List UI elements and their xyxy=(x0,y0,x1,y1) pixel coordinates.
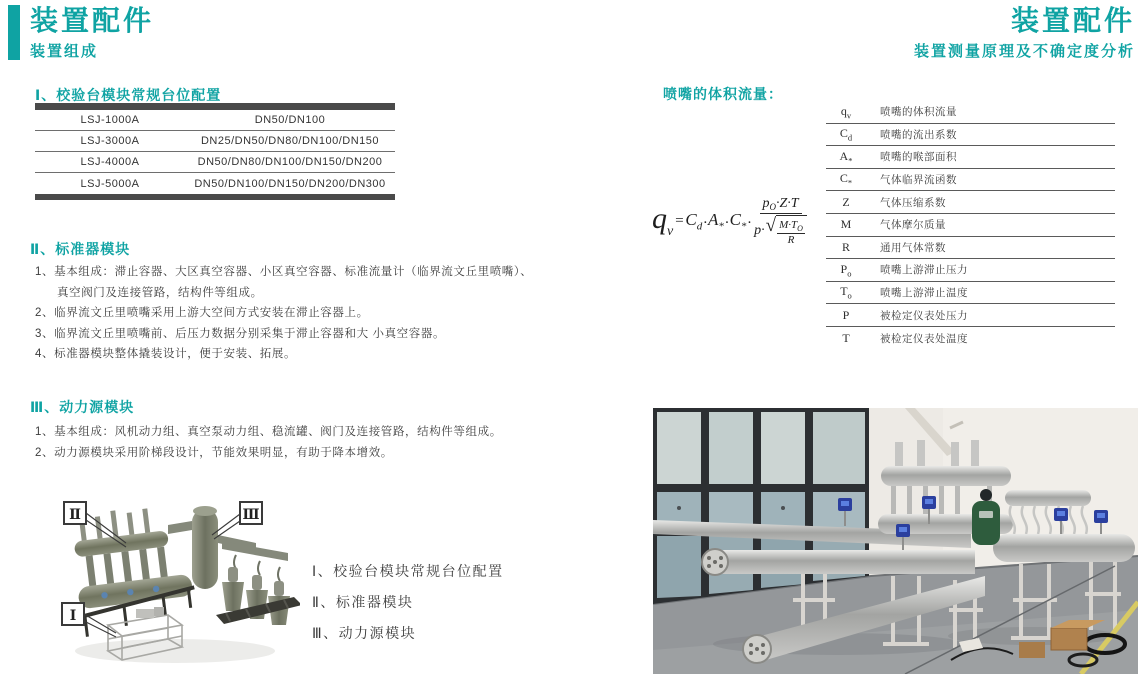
diagram-label-3: Ⅲ xyxy=(242,508,260,523)
symbol-subscript: v xyxy=(846,109,852,120)
symbol-base: T xyxy=(842,330,850,345)
symbol-subscript: o xyxy=(847,268,852,279)
symbol-cell xyxy=(826,126,866,142)
symbol-description: 被检定仪表处温度 xyxy=(880,332,968,345)
term-astar: $A_*$ xyxy=(707,209,724,233)
symbol-cell xyxy=(826,171,866,187)
symbol-cell xyxy=(826,284,866,300)
symbol-cell xyxy=(826,217,866,232)
section2-notes xyxy=(35,262,532,365)
module-note-line: 2、临界流文丘里喷嘴采用上游大空间方式安装在滞止容器上。 xyxy=(35,307,369,319)
left-page-title: 装置配件 xyxy=(30,5,155,36)
station-config-table xyxy=(35,103,395,200)
dot-operator: · xyxy=(747,214,752,231)
right-page-header xyxy=(914,7,1135,61)
symbol-base: Z xyxy=(842,194,850,209)
fraction-denominator: p · √ $\frac{M\cdot T_O}{R}$ xyxy=(754,214,807,246)
symbol-subscript: o xyxy=(847,290,852,301)
config-table-row xyxy=(35,131,395,152)
symbol-cell xyxy=(826,104,866,120)
left-page-subtitle: 装置组成 xyxy=(30,43,99,60)
symbol-subscript: * xyxy=(847,177,853,188)
config-model-cell: LSJ-3000A xyxy=(80,135,140,147)
symbol-description: 喷嘴的喉部面积 xyxy=(880,151,957,164)
symbol-table-row xyxy=(826,124,1115,147)
formula-fraction xyxy=(754,196,807,246)
symbol-cell xyxy=(826,262,866,278)
symbol-base: A xyxy=(839,148,849,163)
module-note-line: 3、临界流文丘里喷嘴前、后压力数据分别采集于滞止容器和大 小真空容器。 xyxy=(35,327,446,340)
module-note-line: 1、基本组成：滞止容器、大区真空容器、小区真空容器、标准流量计（临界流文丘里喷嘴）、 xyxy=(35,266,533,278)
installation-photo xyxy=(653,408,1138,674)
symbol-cell xyxy=(826,149,866,165)
flow-formula xyxy=(652,196,807,246)
symbol-description: 喷嘴的流出系数 xyxy=(880,128,957,141)
section2-heading: Ⅱ、标准器模块 xyxy=(30,241,131,257)
config-table-body xyxy=(35,110,395,194)
symbol-description: 通用气体常数 xyxy=(880,241,946,254)
config-table-row xyxy=(35,152,395,173)
module-note-line: 4、标准器模块整体撬装设计，便于安装、拓展。 xyxy=(35,348,297,360)
config-model-cell: LSJ-1000A xyxy=(80,114,140,126)
formula-lhs: $q_v$ xyxy=(652,202,674,240)
config-dn-cell: DN50/DN100/DN150/DN200/DN300 xyxy=(194,177,386,190)
module-note-line: 真空阀门及连接管路，结构件等组成。 xyxy=(57,286,263,299)
symbol-table-body xyxy=(826,101,1115,350)
section1-heading: Ⅰ、校验台模块常规台位配置 xyxy=(35,87,222,103)
symbol-table-row xyxy=(826,101,1115,124)
symbol-base: M xyxy=(840,217,852,232)
symbol-subscript: d xyxy=(847,132,853,143)
symbol-cell xyxy=(826,240,866,255)
symbol-base: P xyxy=(842,307,850,322)
symbol-cell xyxy=(826,308,866,323)
right-page-subtitle: 装置测量原理及不确定度分析 xyxy=(913,43,1135,60)
symbol-definition-table xyxy=(826,101,1115,350)
accent-bar xyxy=(8,5,20,60)
symbol-table-row xyxy=(826,282,1115,305)
table-bottom-bar xyxy=(35,194,395,200)
symbol-base: q xyxy=(840,103,847,118)
symbol-description: 被检定仪表处压力 xyxy=(880,309,968,322)
symbol-base: C xyxy=(839,126,848,141)
symbol-table-row xyxy=(826,237,1115,260)
legend-item: Ⅰ、校验台模块常规台位配置 xyxy=(312,563,504,579)
config-table-row xyxy=(35,173,395,194)
legend-item: Ⅲ、动力源模块 xyxy=(312,625,417,641)
symbol-base: C xyxy=(839,171,848,186)
symbol-description: 喷嘴的体积流量 xyxy=(880,106,957,119)
config-model-cell: LSJ-4000A xyxy=(80,156,140,168)
symbol-cell xyxy=(826,331,866,346)
symbol-description: 喷嘴上游滞止温度 xyxy=(880,287,968,300)
section3-notes xyxy=(35,422,502,463)
table-top-bar xyxy=(35,103,395,110)
symbol-base: R xyxy=(841,239,850,254)
term-cstar: $C_*$ xyxy=(729,209,747,233)
symbol-table-row xyxy=(826,214,1115,237)
config-dn-cell: DN50/DN80/DN100/DN150/DN200 xyxy=(197,156,383,168)
equals-sign: = xyxy=(674,212,685,229)
diagram-label-1: Ⅰ xyxy=(69,609,77,624)
config-dn-cell: DN25/DN50/DN80/DN100/DN150 xyxy=(200,135,380,147)
dot-operator: · xyxy=(724,214,729,231)
module-note-line: 2、动力源模块采用阶梯段设计，节能效果明显，有助于降本增效。 xyxy=(35,446,393,459)
symbol-description: 气体临界流函数 xyxy=(880,174,957,187)
config-model-cell: LSJ-5000A xyxy=(80,177,140,190)
module-note-line: 1、基本组成：风机动力组、真空泵动力组、稳流罐、阀门及连接管路，结构件等组成。 xyxy=(35,426,502,438)
left-page-header xyxy=(30,7,154,61)
symbol-cell xyxy=(826,195,866,210)
symbol-base: T xyxy=(840,284,848,299)
legend-item: Ⅱ、标准器模块 xyxy=(312,594,414,610)
term-cd: $C_d$ xyxy=(685,209,703,233)
skid-render-illustration xyxy=(50,483,300,673)
symbol-table-row xyxy=(826,191,1115,214)
symbol-table-row xyxy=(826,327,1115,350)
config-table-row xyxy=(35,110,395,131)
symbol-subscript: * xyxy=(848,155,853,166)
symbol-description: 气体摩尔质量 xyxy=(880,219,946,232)
symbol-table-row xyxy=(826,169,1115,192)
symbol-table-row xyxy=(826,146,1115,169)
symbol-description: 喷嘴上游滞止压力 xyxy=(880,264,968,277)
right-page-title: 装置配件 xyxy=(1010,5,1135,36)
symbol-base: P xyxy=(840,261,848,276)
module-legend xyxy=(312,564,504,657)
section3-heading: Ⅲ、动力源模块 xyxy=(30,399,135,415)
symbol-table-row xyxy=(826,259,1115,282)
symbol-description: 气体压缩系数 xyxy=(880,196,946,209)
radical: √ $\frac{M\cdot T_O}{R}$ xyxy=(766,215,807,246)
symbol-table-row xyxy=(826,304,1115,327)
dot-operator: · xyxy=(703,214,707,231)
config-dn-cell: DN50/DN100 xyxy=(254,114,326,126)
fraction-numerator: p $_O$ ·Z·T xyxy=(760,196,802,214)
diagram-label-2: Ⅱ xyxy=(69,508,81,523)
flow-section-heading: 喷嘴的体积流量： xyxy=(663,86,783,102)
